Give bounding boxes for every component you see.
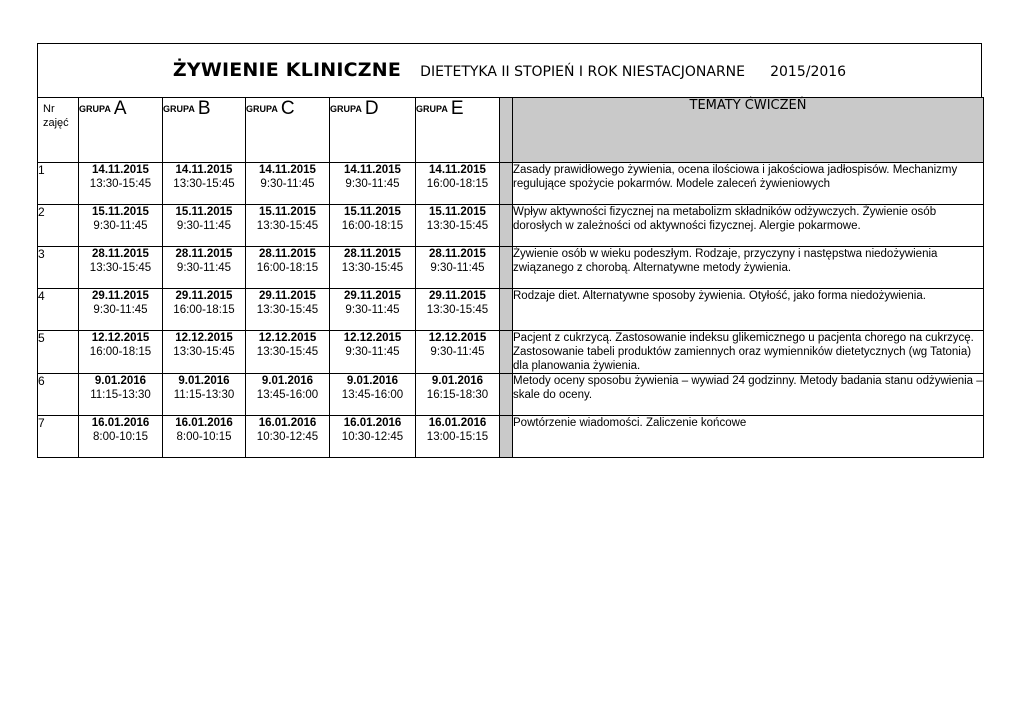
session-time: 8:00-10:15: [176, 431, 232, 443]
table-row: [38, 289, 984, 331]
group-prefix: GRUPA: [246, 104, 278, 114]
session-time: 9:30-11:45: [430, 262, 485, 274]
session-date: 12.12.2015: [343, 332, 402, 344]
session-time: 16:00-18:15: [426, 178, 489, 190]
session-time: 16:00-18:15: [89, 346, 152, 358]
separator-cell: [500, 416, 513, 458]
group-letter: C: [280, 98, 295, 119]
session-time: 16:00-18:15: [256, 262, 319, 274]
header-row: [38, 98, 984, 163]
session-cell: [416, 416, 500, 458]
group-d-header: [330, 98, 416, 163]
session-time: 9:30-11:45: [176, 262, 232, 274]
session-time: 13:30-15:45: [341, 262, 404, 274]
session-date: 14.11.2015: [344, 164, 401, 176]
topic-cell: Żywienie osób w wieku podeszłym. Rodzaje, przyczyny i następstwa niedożywienia związanego z chorobą. Alternatywne metody żywienia.: [513, 247, 984, 289]
table-row: [38, 247, 984, 289]
session-time: 13:45-16:00: [341, 389, 404, 401]
separator-cell: [500, 331, 513, 374]
session-cell: [330, 289, 416, 331]
separator-cell: [500, 247, 513, 289]
session-time: 9:30-11:45: [345, 304, 400, 316]
table-row: [38, 374, 984, 416]
group-prefix: GRUPA: [163, 104, 195, 114]
session-time: 11:15-13:30: [173, 389, 235, 401]
course-title: ŻYWIENIE KLINICZNE: [172, 59, 402, 81]
session-date: 29.11.2015: [175, 290, 233, 302]
session-time: 13:30-15:45: [173, 178, 235, 190]
nr-header-line2: zajęć: [43, 117, 69, 129]
group-letter: B: [197, 98, 211, 119]
session-date: 14.11.2015: [92, 164, 149, 176]
session-date: 16.01.2016: [343, 417, 402, 429]
session-cell: [79, 416, 163, 458]
session-date: 16.01.2016: [175, 417, 233, 429]
session-cell: [163, 289, 246, 331]
table-row: [38, 205, 984, 247]
separator-cell: [500, 374, 513, 416]
group-b-header: [163, 98, 246, 163]
topic-cell: Rodzaje diet. Alternatywne sposoby żywienia. Otyłość, jako forma niedożywienia.: [513, 289, 984, 331]
session-date: 12.12.2015: [175, 332, 233, 344]
session-number: 1: [38, 163, 79, 205]
session-date: 16.01.2016: [428, 417, 487, 429]
session-date: 12.12.2015: [91, 332, 150, 344]
session-time: 16:00-18:15: [341, 220, 404, 232]
session-date: 16.01.2016: [258, 417, 317, 429]
session-date: 9.01.2016: [431, 375, 484, 387]
session-time: 9:30-11:45: [345, 178, 400, 190]
group-prefix: GRUPA: [79, 104, 111, 114]
session-time: 9:30-11:45: [93, 220, 148, 232]
course-subtitle: DIETETYKA II STOPIEŃ I ROK NIESTACJONARNE: [420, 64, 746, 80]
topic-cell: Pacjent z cukrzycą. Zastosowanie indeksu glikemicznego u pacjenta chorego na cukrzycę. Zastosowanie tabeli produktów zamiennych oraz wymienników dietetycznych (wg Tatonia) dla planowania żywienia.: [513, 331, 984, 374]
session-date: 15.11.2015: [92, 206, 149, 218]
table-row: [38, 331, 984, 374]
session-cell: [79, 331, 163, 374]
group-letter: A: [113, 98, 127, 119]
session-date: 28.11.2015: [344, 248, 401, 260]
session-cell: [79, 247, 163, 289]
session-cell: [330, 163, 416, 205]
session-cell: [246, 163, 330, 205]
session-number: 5: [38, 331, 79, 374]
session-time: 11:15-13:30: [90, 389, 151, 401]
session-time: 13:00-15:15: [426, 431, 489, 443]
session-date: 16.01.2016: [91, 417, 150, 429]
session-cell: [330, 416, 416, 458]
session-date: 9.01.2016: [261, 375, 314, 387]
session-cell: [416, 247, 500, 289]
session-time: 13:30-15:45: [256, 304, 319, 316]
separator-cell: [500, 205, 513, 247]
session-cell: [416, 163, 500, 205]
session-cell: [416, 331, 500, 374]
title-box: [37, 43, 982, 97]
session-time: 13:30-15:45: [426, 220, 489, 232]
session-cell: [79, 374, 163, 416]
nr-header: [38, 98, 79, 163]
session-date: 29.11.2015: [259, 290, 316, 302]
session-cell: [416, 205, 500, 247]
separator-cell: [500, 163, 513, 205]
session-time: 10:30-12:45: [256, 431, 319, 443]
session-cell: [246, 247, 330, 289]
session-time: 13:30-15:45: [256, 220, 319, 232]
academic-year: 2015/2016: [770, 64, 847, 80]
topics-header: TEMATY ĆWICZEŃ: [513, 98, 984, 163]
session-time: 13:30-15:45: [89, 262, 152, 274]
document-title: [38, 59, 981, 81]
session-cell: [330, 247, 416, 289]
nr-header-line1: Nr: [43, 103, 55, 115]
session-time: 13:30-15:45: [89, 178, 152, 190]
session-time: 9:30-11:45: [260, 178, 315, 190]
session-date: 28.11.2015: [259, 248, 316, 260]
session-time: 13:30-15:45: [173, 346, 235, 358]
session-number: 7: [38, 416, 79, 458]
session-cell: [163, 416, 246, 458]
session-date: 14.11.2015: [175, 164, 233, 176]
session-date: 9.01.2016: [346, 375, 399, 387]
session-time: 16:00-18:15: [173, 304, 235, 316]
session-time: 16:15-18:30: [426, 389, 489, 401]
session-cell: [246, 416, 330, 458]
group-prefix: GRUPA: [416, 104, 448, 114]
session-cell: [79, 289, 163, 331]
session-number: 6: [38, 374, 79, 416]
group-c-header: [246, 98, 330, 163]
session-time: 10:30-12:45: [341, 431, 404, 443]
session-number: 3: [38, 247, 79, 289]
session-cell: [163, 205, 246, 247]
session-cell: [246, 289, 330, 331]
session-date: 15.11.2015: [344, 206, 401, 218]
session-time: 13:30-15:45: [426, 304, 489, 316]
table-row: [38, 163, 984, 205]
session-date: 9.01.2016: [94, 375, 147, 387]
session-cell: [79, 205, 163, 247]
schedule-table: [37, 97, 984, 458]
topic-cell: Metody oceny sposobu żywienia – wywiad 24 godzinny. Metody badania stanu odżywienia – skale do oceny.: [513, 374, 984, 416]
session-date: 29.11.2015: [429, 290, 486, 302]
group-letter: E: [450, 98, 464, 119]
session-cell: [246, 205, 330, 247]
table-row: [38, 416, 984, 458]
session-cell: [163, 163, 246, 205]
session-time: 13:30-15:45: [256, 346, 319, 358]
session-date: 15.11.2015: [175, 206, 233, 218]
group-letter: D: [364, 98, 379, 119]
session-cell: [330, 205, 416, 247]
session-date: 12.12.2015: [428, 332, 487, 344]
session-cell: [330, 331, 416, 374]
session-cell: [330, 374, 416, 416]
session-cell: [246, 374, 330, 416]
group-e-header: [416, 98, 500, 163]
session-cell: [79, 163, 163, 205]
session-date: 28.11.2015: [429, 248, 486, 260]
session-date: 12.12.2015: [258, 332, 317, 344]
separator-cell: [500, 98, 513, 163]
session-date: 15.11.2015: [259, 206, 316, 218]
session-date: 9.01.2016: [178, 375, 230, 387]
session-date: 28.11.2015: [92, 248, 149, 260]
separator-cell: [500, 289, 513, 331]
session-cell: [163, 247, 246, 289]
session-cell: [163, 331, 246, 374]
session-time: 9:30-11:45: [93, 304, 148, 316]
session-number: 2: [38, 205, 79, 247]
topic-cell: Wpływ aktywności fizycznej na metabolizm składników odżywczych. Żywienie osób dorosłych w zależności od aktywności fizycznej. Alergie pokarmowe.: [513, 205, 984, 247]
session-time: 8:00-10:15: [93, 431, 148, 443]
session-cell: [246, 331, 330, 374]
session-time: 9:30-11:45: [176, 220, 232, 232]
session-date: 29.11.2015: [344, 290, 401, 302]
session-number: 4: [38, 289, 79, 331]
group-a-header: [79, 98, 163, 163]
session-date: 14.11.2015: [429, 164, 486, 176]
session-date: 14.11.2015: [259, 164, 316, 176]
topic-cell: Zasady prawidłowego żywienia, ocena ilościowa i jakościowa jadłospisów. Mechanizmy regulujące spożycie pokarmów. Modele zaleceń żywieniowych: [513, 163, 984, 205]
session-date: 29.11.2015: [92, 290, 149, 302]
session-cell: [416, 289, 500, 331]
session-date: 15.11.2015: [429, 206, 486, 218]
session-time: 13:45-16:00: [256, 389, 319, 401]
session-date: 28.11.2015: [175, 248, 233, 260]
group-prefix: GRUPA: [330, 104, 362, 114]
topic-cell: Powtórzenie wiadomości. Zaliczenie końcowe: [513, 416, 984, 458]
session-cell: [416, 374, 500, 416]
session-time: 9:30-11:45: [430, 346, 485, 358]
session-time: 9:30-11:45: [345, 346, 400, 358]
session-cell: [163, 374, 246, 416]
